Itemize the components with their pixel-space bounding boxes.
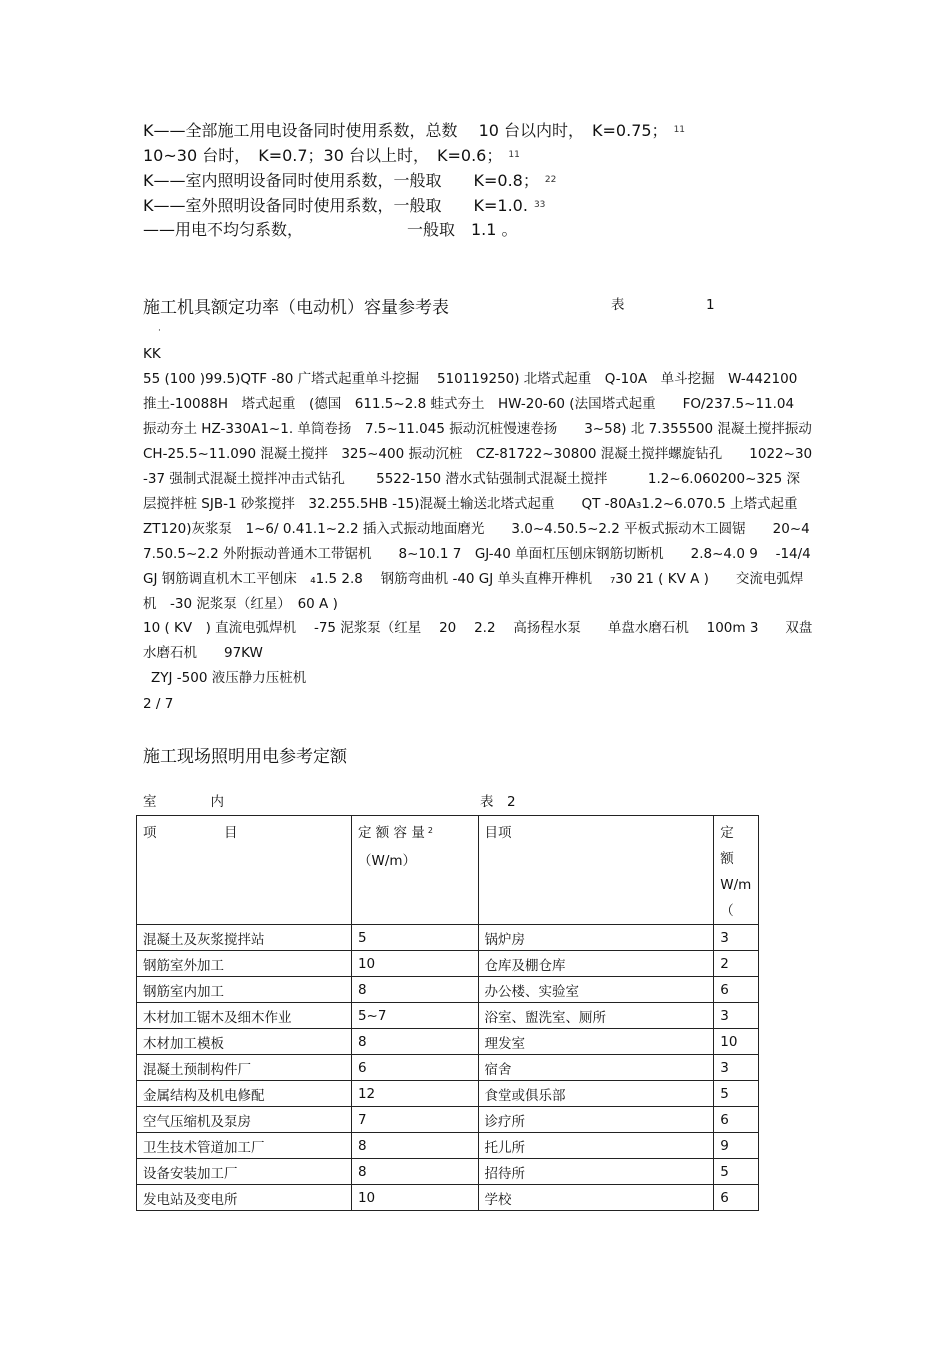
table-row: 混凝土及灰浆搅拌站 5 锅炉房 3 xyxy=(137,925,759,951)
k-line-3: K——室内照明设备同时使用系数，一般取 K=0.8； $^{22}$ xyxy=(143,171,557,190)
table2-caption-right: 表 2 xyxy=(480,794,516,810)
k-line-5: ——用电不均匀系数， 一般取 1.1 。 xyxy=(143,220,518,239)
table-row: 空气压缩机及泵房 7 诊疗所 6 xyxy=(137,1107,759,1133)
header-item: 项 目 xyxy=(137,816,352,925)
table-row: 发电站及变电所 10 学校 6 xyxy=(137,1185,759,1211)
table-row: 混凝土预制构件厂 6 宿舍 3 xyxy=(137,1055,759,1081)
table-row: 木材加工模板 8 理发室 10 xyxy=(137,1029,759,1055)
page-number: 2 / 7 xyxy=(143,696,174,712)
k-line-4: K——室外照明设备同时使用系数，一般取 K=1.0. $^{33}$ xyxy=(143,196,546,215)
header-item-2: 目项 xyxy=(478,816,714,925)
table1-title: 施工机具额定功率（电动机）容量参考表 xyxy=(143,298,449,318)
table1-number: 1 xyxy=(706,297,715,313)
k-line-2: 10~30 台时， K=0.7；30 台以上时， K=0.6； $^{11}$ xyxy=(143,146,520,165)
table-row: 钢筋室内加工 8 办公楼、实验室 6 xyxy=(137,977,759,1003)
table-row: 设备安装加工厂 8 招待所 5 xyxy=(137,1159,759,1185)
table-row: 金属结构及机电修配 12 食堂或俱乐部 5 xyxy=(137,1081,759,1107)
table2-title: 施工现场照明用电参考定额 xyxy=(143,747,347,767)
header-quota-b: 定 额 W/m （ xyxy=(714,816,759,925)
table1-paragraph-2: CH-25.5~11.090 混凝土搅拌 325~400 振动沉桩 CZ-81722~30800 混凝土搅拌螺旋钻孔 1022~30 -37 强制式混凝土搅拌冲击式钻孔 5522-150 潜水式钻强制式混凝土搅拌 1.2~6.060200~325 深层搅拌桩 SJB-1 砂浆搅拌 32.255.5HB -15)混凝土输送北塔式起重 QT -80A₃1.2~6.070.5 上塔式起重 ZT120)灰浆泵 1~6/ 0.41.1~2.2 插入式振动地面磨光 3.0~4.50.5~2.2 平板式振动木工圆锯 20~47.50.5~2.2 外附振动普通木工带锯机 8~10.1 7 GJ-40 单面杠压刨床钢筋切断机 2.8~4.0 9 -14/4 GJ 钢筋调直机木工平刨床 ₄1.5 2.8 钢筋弯曲机 -40 GJ 单头直榫开榫机 ₇30 21 ( KV A ) 交流电弧焊机 -30 泥浆泵（红星） 60 A ) xyxy=(143,446,813,612)
k-line-1: K——全部施工用电设备同时使用系数，总数 10 台以内时， K=0.75； $^{11}$ xyxy=(143,121,686,140)
table-row: 卫生技术管道加工厂 8 托儿所 9 xyxy=(137,1133,759,1159)
lighting-quota-table xyxy=(136,815,759,1211)
header-quota-a: 定 额 容 量 $^2$ （W/m） xyxy=(351,816,478,925)
table1-dot: · xyxy=(158,326,161,336)
table1-paragraph-3: 10 ( KV ) 直流电弧焊机 -75 泥浆泵（红星 20 2.2 高扬程水泵 单盘水磨石机 100m 3 双盘水磨石机 97KW xyxy=(143,620,813,661)
table-header-row xyxy=(137,816,759,925)
table-row: 钢筋室外加工 10 仓库及棚仓库 2 xyxy=(137,951,759,977)
table1-paragraph-1: 55 (100 )99.5)QTF -80 广塔式起重单斗挖掘 510119250) 北塔式起重 Q-10A 单斗挖掘 W-442100 推土-10088H 塔式起重 (德国 611.5~2.8 蛙式夯土 HW-20-60 (法国塔式起重 FO/237.5~11.04 振动夯土 HZ-330A1~1. 单筒卷扬 7.5~11.045 振动沉桩慢速卷扬 3~58) 北 7.355500 混凝土搅拌振动 xyxy=(143,371,812,437)
table1-tail: ZYJ -500 液压静力压桩机 xyxy=(151,670,307,686)
table2-caption-left: 室 内 xyxy=(143,794,224,810)
table1-kk: KK xyxy=(143,346,161,362)
table-row: 木材加工锯木及细木作业 5~7 浴室、盥洗室、厕所 3 xyxy=(137,1003,759,1029)
table1-label: 表 xyxy=(611,297,625,313)
